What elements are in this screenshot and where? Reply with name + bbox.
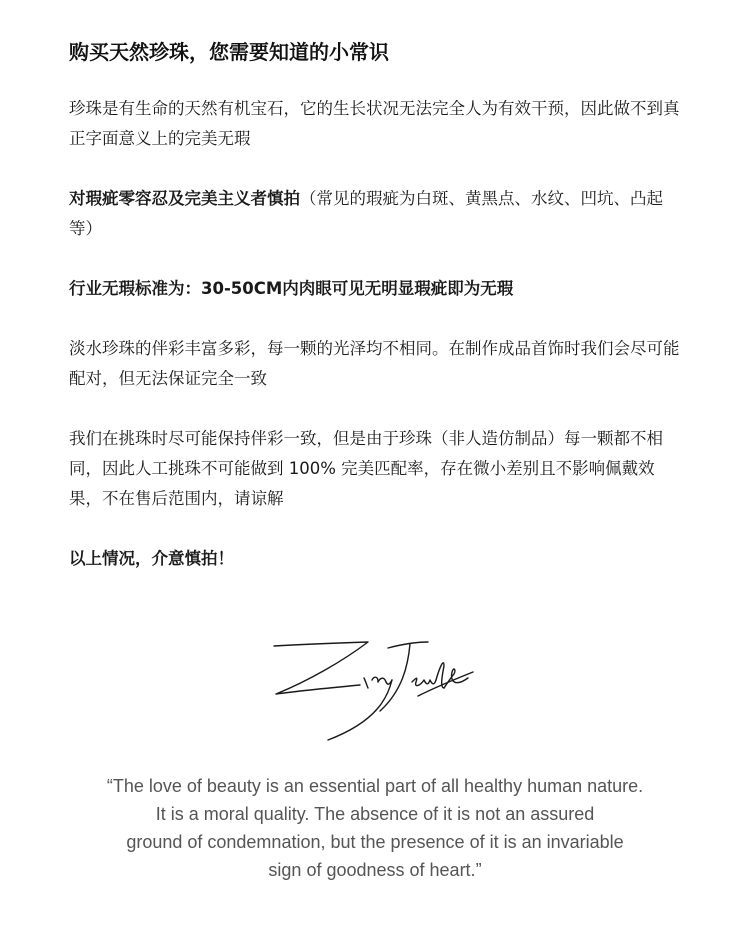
quote-line-2: It is a moral quality. The absence of it is not an assured (155, 804, 595, 824)
paragraph-natural-pearl: 珍珠是有生命的天然有机宝石，它的生长状况无法完全人为有效干预，因此做不到真正字面意义上的完美无瑕 (69, 99, 680, 148)
flaw-warning-note: （常见的瑕疵为白斑、黄黑点、水纹、凹坑、凸起等） (69, 189, 663, 238)
quote-line-1: “The love of beauty is an essential part of all healthy human nature. (106, 776, 644, 796)
notice-content (69, 38, 681, 604)
signature-icon (268, 636, 478, 746)
paragraph-matching: 我们在挑珠时尽可能保持伴彩一致，但是由于珍珠（非人造仿制品）每一颗都不相同，因此人工挑珠不可能做到 100% 完美匹配率，存在微小差别且不影响佩戴效果，不在售后范围内，请谅解 (69, 429, 663, 508)
quote-line-4: sign of goodness of heart.” (268, 860, 482, 880)
paragraph-final-warning: 以上情况，介意慎拍！ (69, 549, 234, 568)
paragraph-flaw-warning (69, 184, 681, 244)
paragraph-flawless-standard: 行业无瑕标准为：30-50CM内肉眼可见无明显瑕疵即为无瑕 (69, 279, 514, 298)
beauty-quote (75, 772, 675, 884)
flaw-warning-strong: 对瑕疵零容忍及完美主义者慎拍 (69, 189, 300, 208)
quote-line-3: ground of condemnation, but the presence of it is an invariable (126, 832, 624, 852)
paragraph-overtone: 淡水珍珠的伴彩丰富多彩，每一颗的光泽均不相同。在制作成品首饰时我们会尽可能配对，但无法保证完全一致 (69, 339, 680, 388)
brand-signature (268, 636, 478, 746)
page-title: 购买天然珍珠，您需要知道的小常识 (69, 40, 389, 64)
